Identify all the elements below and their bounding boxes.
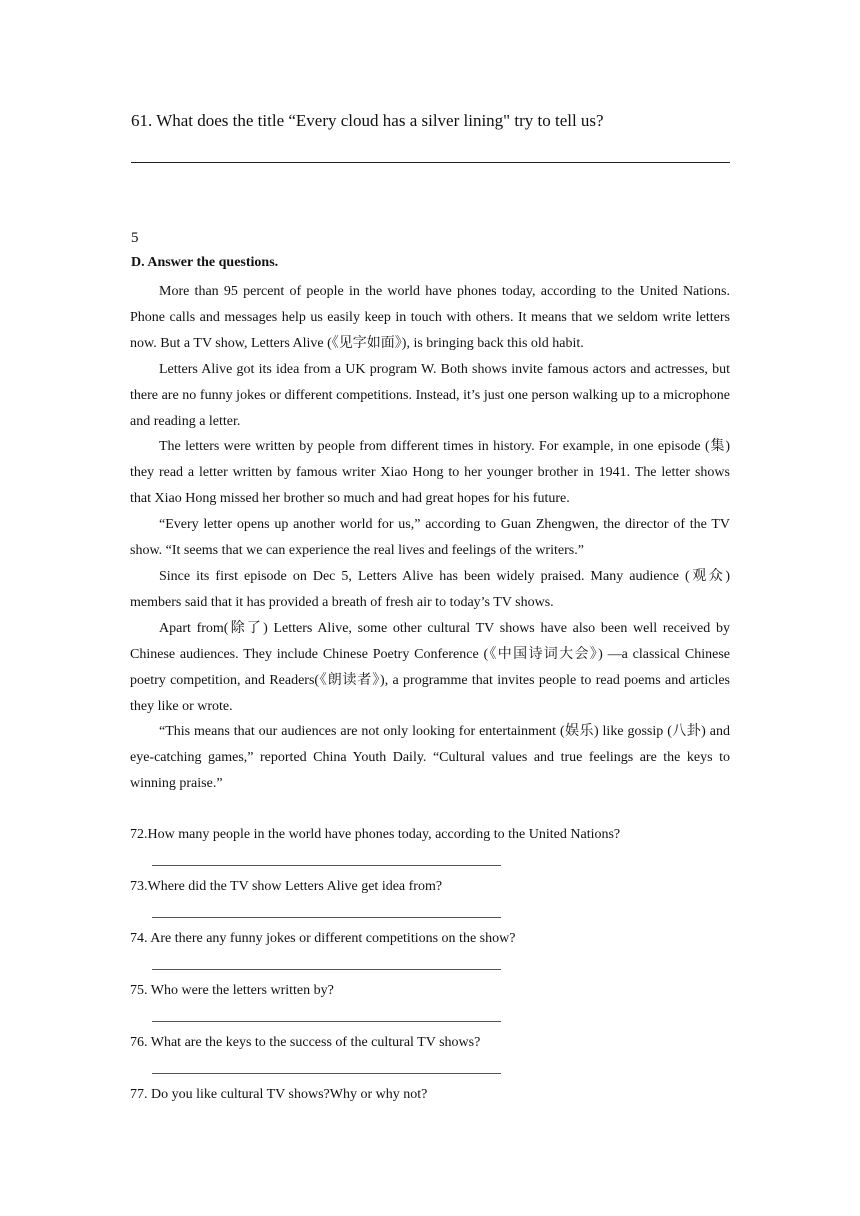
paragraph-1: More than 95 percent of people in the world have phones today, according to the United Nations. Phone calls and messages help us easily keep in touch with others. It means that we seldom write letters now. But a TV show, Letters Alive (《见字如面》), is bringing back this old habit. — [130, 284, 730, 351]
question-76: 76. What are the keys to the success of the cultural TV shows? — [130, 1035, 481, 1050]
answer-line-76[interactable] — [130, 1058, 730, 1084]
paragraph-4: “Every letter opens up another world for us,” according to Guan Zhengwen, the director of the TV show. “It seems that we can experience the real lives and feelings of the writers.” — [130, 517, 730, 559]
answer-line-74[interactable] — [130, 954, 730, 980]
answer-line-72[interactable] — [130, 850, 730, 876]
answer-line-75[interactable] — [130, 1006, 730, 1032]
question-72: 72.How many people in the world have phones today, according to the United Nations? — [130, 827, 621, 842]
question-74: 74. Are there any funny jokes or different competitions on the show? — [130, 931, 516, 946]
paragraph-6: Apart from(除了) Letters Alive, some other cultural TV shows have also been well received by Chinese audiences. They include Chinese Poetry Conference (《中国诗词大会》) —a classical Chinese poetry competition, and Readers(《朗读者》), a programme that invites people to read poems and articles they like or wrote. — [130, 620, 730, 714]
question-61: 61. What does the title “Every cloud has a silver lining" try to tell us? — [131, 111, 604, 130]
paragraph-3: The letters were written by people from different times in history. For example, in one episode (集) they read a letter written by famous writer Xiao Hong to her younger brother in 1941. The letter shows that Xiao Hong missed her brother so much and had great hopes for his future. — [130, 439, 730, 507]
section-heading: D. Answer the questions. — [131, 255, 279, 270]
question-list — [130, 824, 730, 1110]
section-number: 5 — [131, 230, 139, 246]
paragraph-7: “This means that our audiences are not only looking for entertainment (娱乐) like gossip (八卦) and eye-catching games,” reported China Youth Daily. “Cultural values and true feelings are the keys to winning praise.” — [130, 724, 730, 792]
answer-line-61[interactable] — [131, 162, 730, 163]
question-75: 75. Who were the letters written by? — [130, 983, 334, 998]
paragraph-2: Letters Alive got its idea from a UK program W. Both shows invite famous actors and actresses, but there are no funny jokes or different competitions. Instead, it’s just one person walking up to a microphone and reading a letter. — [130, 361, 730, 429]
reading-passage — [130, 279, 730, 797]
question-73: 73.Where did the TV show Letters Alive get idea from? — [130, 879, 443, 894]
answer-line-73[interactable] — [130, 902, 730, 928]
question-77: 77. Do you like cultural TV shows?Why or why not? — [130, 1087, 428, 1102]
paragraph-5: Since its first episode on Dec 5, Letters Alive has been widely praised. Many audience (观众) members said that it has provided a breath of fresh air to today’s TV shows. — [130, 568, 730, 610]
